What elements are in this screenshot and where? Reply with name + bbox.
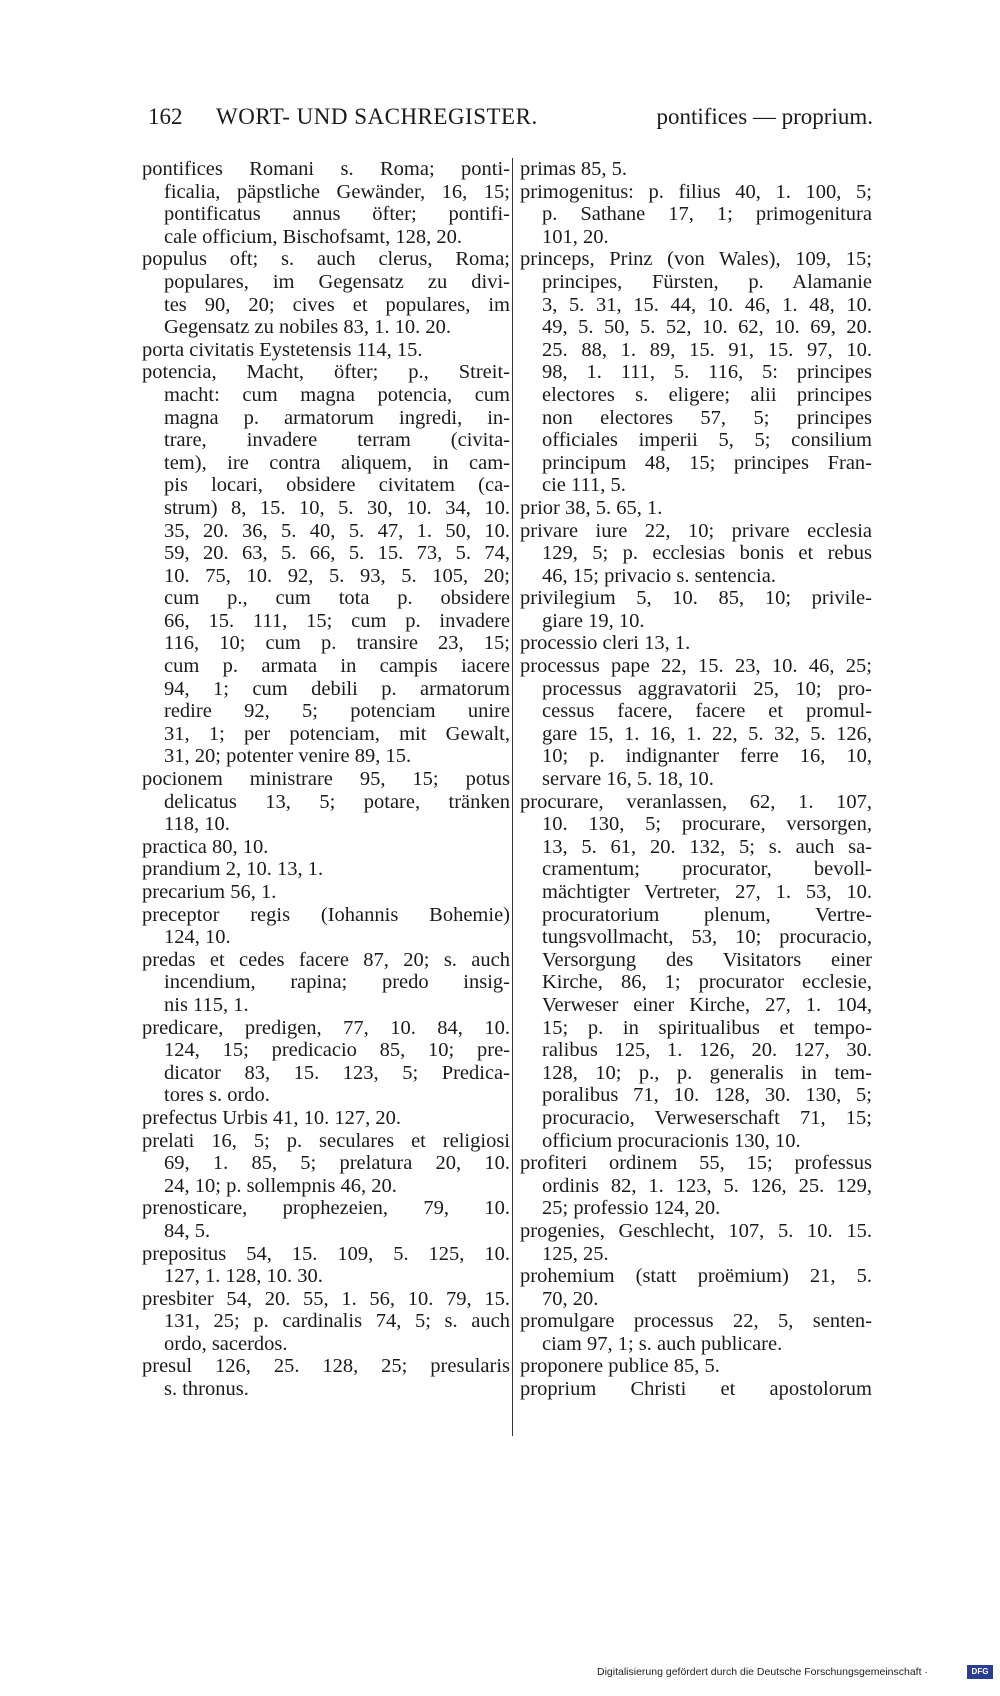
index-line: prelati 16, 5; p. seculares et religiosi [142,1129,510,1152]
index-line: 10. 130, 5; procurare, versorgen, [542,813,872,836]
index-line: strum) 8, 15. 10, 5. 30, 10. 34, 10. [164,496,510,519]
index-line: principes, Fürsten, p. Alamanie [542,270,872,293]
index-line: procuracio, Verweserschaft 71, 15; [542,1106,872,1129]
index-line: s. thronus. [164,1378,249,1401]
footer [597,1663,993,1683]
index-line: pis locari, obsidere civitatem (ca- [164,474,510,497]
index-line: Gegensatz zu nobiles 83, 1. 10. 20. [164,316,451,339]
index-line: 118, 10. [164,813,230,836]
index-line: cie 111, 5. [542,474,626,497]
index-line: preceptor regis (Iohannis Bohemie) [142,903,510,926]
index-line: tores s. ordo. [164,1084,270,1107]
index-line: 15; p. in spiritualibus et tempo- [542,1016,872,1039]
index-line: tem), ire contra aliquem, in cam- [164,451,510,474]
index-line: dicator 83, 15. 123, 5; Predica- [164,1061,510,1084]
index-line: 59, 20. 63, 5. 66, 5. 15. 73, 5. 74, [164,542,510,565]
index-line: 25. 88, 1. 89, 15. 91, 15. 97, 10. [542,338,872,361]
index-line: ficalia, päpstliche Gewänder, 16, 15; [164,180,510,203]
index-line: 70, 20. [542,1287,599,1310]
index-line: 24, 10; p. sollempnis 46, 20. [164,1174,397,1197]
index-line: cessus facere, facere et promul- [542,700,872,723]
index-line: populares, im Gegensatz zu divi- [164,270,510,293]
index-line: populus oft; s. auch clerus, Roma; [142,248,510,271]
index-line: prohemium (statt proëmium) 21, 5. [520,1265,872,1288]
index-line: 10; p. indignanter ferre 16, 10, [542,745,872,768]
index-line: 49, 5. 50, 5. 52, 10. 62, 10. 69, 20. [542,316,872,339]
index-line: presbiter 54, 20. 55, 1. 56, 10. 79, 15. [142,1287,510,1310]
index-line: princeps, Prinz (von Wales), 109, 15; [520,248,872,271]
index-line: delicatus 13, 5; potare, tränken [164,790,510,813]
index-line: Versorgung des Visitators einer [542,948,872,971]
index-line: progenies, Geschlecht, 107, 5. 10. 15. [520,1219,872,1242]
index-line: proponere publice 85, 5. [520,1355,720,1378]
index-line: ralibus 125, 1. 126, 20. 127, 30. [542,1039,872,1062]
index-line: presul 126, 25. 128, 25; presularis [142,1355,510,1378]
index-line: 124, 15; predicacio 85, 10; pre- [164,1039,510,1062]
index-line: nis 115, 1. [164,993,249,1016]
index-line: 98, 1. 111, 5. 116, 5: principes [542,361,872,384]
index-line: primas 85, 5. [520,158,628,180]
index-line: proprium Christi et apostolorum [520,1378,872,1401]
index-line: privilegium 5, 10. 85, 10; privile- [520,587,872,610]
index-line: cum p., cum tota p. obsidere [164,587,510,610]
index-line: macht: cum magna potencia, cum [164,383,510,406]
index-line: 13, 5. 61, 20. 132, 5; s. auch sa- [542,835,872,858]
index-line: trare, invadere terram (civita- [164,429,510,452]
index-line: Kirche, 86, 1; procurator ecclesie, [542,971,872,994]
dfg-logo: DFG [967,1665,993,1679]
index-line: 25; professio 124, 20. [542,1197,721,1220]
index-line: prefectus Urbis 41, 10. 127, 20. [142,1106,402,1129]
index-line: 101, 20. [542,225,609,248]
index-line: practica 80, 10. [142,835,269,858]
index-line: cale officium, Bischofsamt, 128, 20. [164,225,462,248]
page-header [125,104,875,134]
footer-credit: Digitalisierung gefördert durch die Deutsche Forschungsgemeinschaft · [597,1666,928,1678]
index-line: principum 48, 15; principes Fran- [542,451,872,474]
index-line: gare 15, 1. 16, 1. 22, 5. 32, 5. 126, [542,722,872,745]
index-line: 116, 10; cum p. transire 23, 15; [164,632,510,655]
index-line: privare iure 22, 10; privare ecclesia [520,519,872,542]
index-line: prior 38, 5. 65, 1. [520,496,663,519]
index-line: poralibus 71, 10. 128, 30. 130, 5; [542,1084,872,1107]
index-line: officium procuracionis 130, 10. [542,1129,801,1152]
index-line: porta civitatis Eystetensis 114, 15. [142,338,423,361]
index-line: incendium, rapina; predo insig- [164,971,510,994]
index-line: ciam 97, 1; s. auch publicare. [542,1332,783,1355]
index-line: officiales imperii 5, 5; consilium [542,429,872,452]
index-line: 66, 15. 111, 15; cum p. invadere [164,609,510,632]
index-line: prandium 2, 10. 13, 1. [142,858,324,881]
index-line: 94, 1; cum debili p. armatorum [164,677,510,700]
index-line: ordo, sacerdos. [164,1332,288,1355]
page-number: 162 [148,104,183,129]
index-line: non electores 57, 5; principes [542,406,872,429]
index-line: precarium 56, 1. [142,881,277,903]
index-line: magna p. armatorum ingredi, in- [164,406,510,429]
index-line: pontificatus annus öfter; pontifi- [164,203,510,226]
index-line: ordinis 82, 1. 123, 5. 126, 25. 129, [542,1174,872,1197]
index-line: processus aggravatorii 25, 10; pro- [542,677,872,700]
index-line: predas et cedes facere 87, 20; s. auch [142,948,510,971]
index-line: tes 90, 20; cives et populares, im [164,293,510,316]
index-line: 84, 5. [164,1219,211,1242]
index-line: processio cleri 13, 1. [520,632,691,655]
left-column [142,158,510,1401]
index-line: 46, 15; privacio s. sentencia. [542,564,776,587]
index-line: 31, 20; potenter venire 89, 15. [164,745,412,768]
index-line: 127, 1. 128, 10. 30. [164,1265,323,1288]
index-line: procurare, veranlassen, 62, 1. 107, [520,790,872,813]
index-line: prepositus 54, 15. 109, 5. 125, 10. [142,1242,510,1265]
index-line: 128, 10; p., p. generalis in tem- [542,1061,872,1084]
index-line: redire 92, 5; potenciam unire [164,700,510,723]
index-line: potencia, Macht, öfter; p., Streit- [142,361,510,384]
index-line: promulgare processus 22, 5, senten- [520,1310,872,1333]
entry-range: pontifices — proprium. [656,104,873,129]
index-line: pocionem ministrare 95, 15; potus [142,768,510,791]
index-line: 125, 25. [542,1242,609,1265]
index-line: 129, 5; p. ecclesias bonis et rebus [542,542,872,565]
index-line: 131, 25; p. cardinalis 74, 5; s. auch [164,1310,510,1333]
index-line: procuratorium plenum, Vertre- [542,903,872,926]
index-line: servare 16, 5. 18, 10. [542,768,714,791]
page-title: WORT- UND SACHREGISTER. [216,104,538,129]
index-line: 35, 20. 36, 5. 40, 5. 47, 1. 50, 10. [164,519,510,542]
index-line: primogenitus: p. filius 40, 1. 100, 5; [520,180,872,203]
index-line: cum p. armata in campis iacere [164,655,510,678]
index-line: Verweser einer Kirche, 27, 1. 104, [542,993,872,1016]
index-line: pontifices Romani s. Roma; ponti- [142,158,510,180]
index-line: giare 19, 10. [542,609,645,632]
index-line: prenosticare, prophezeien, 79, 10. [142,1197,510,1220]
right-column [520,158,872,1401]
index-line: 69, 1. 85, 5; prelatura 20, 10. [164,1152,510,1175]
index-line: predicare, predigen, 77, 10. 84, 10. [142,1016,510,1039]
index-line: p. Sathane 17, 1; primogenitura [542,203,872,226]
index-line: profiteri ordinem 55, 15; professus [520,1152,872,1175]
index-line: tungsvollmacht, 53, 10; procuracio, [542,926,872,949]
index-line: 31, 1; per potenciam, mit Gewalt, [164,722,510,745]
index-line: processus pape 22, 15. 23, 10. 46, 25; [520,655,872,678]
index-line: mächtigter Vertreter, 27, 1. 53, 10. [542,881,872,903]
index-line: 10. 75, 10. 92, 5. 93, 5. 105, 20; [164,564,510,587]
index-line: 3, 5. 31, 15. 44, 10. 46, 1. 48, 10. [542,293,872,316]
column-divider [512,158,513,1436]
index-line: 124, 10. [164,926,231,949]
index-line: electores s. eligere; alii principes [542,383,872,406]
index-line: cramentum; procurator, bevoll- [542,858,872,881]
